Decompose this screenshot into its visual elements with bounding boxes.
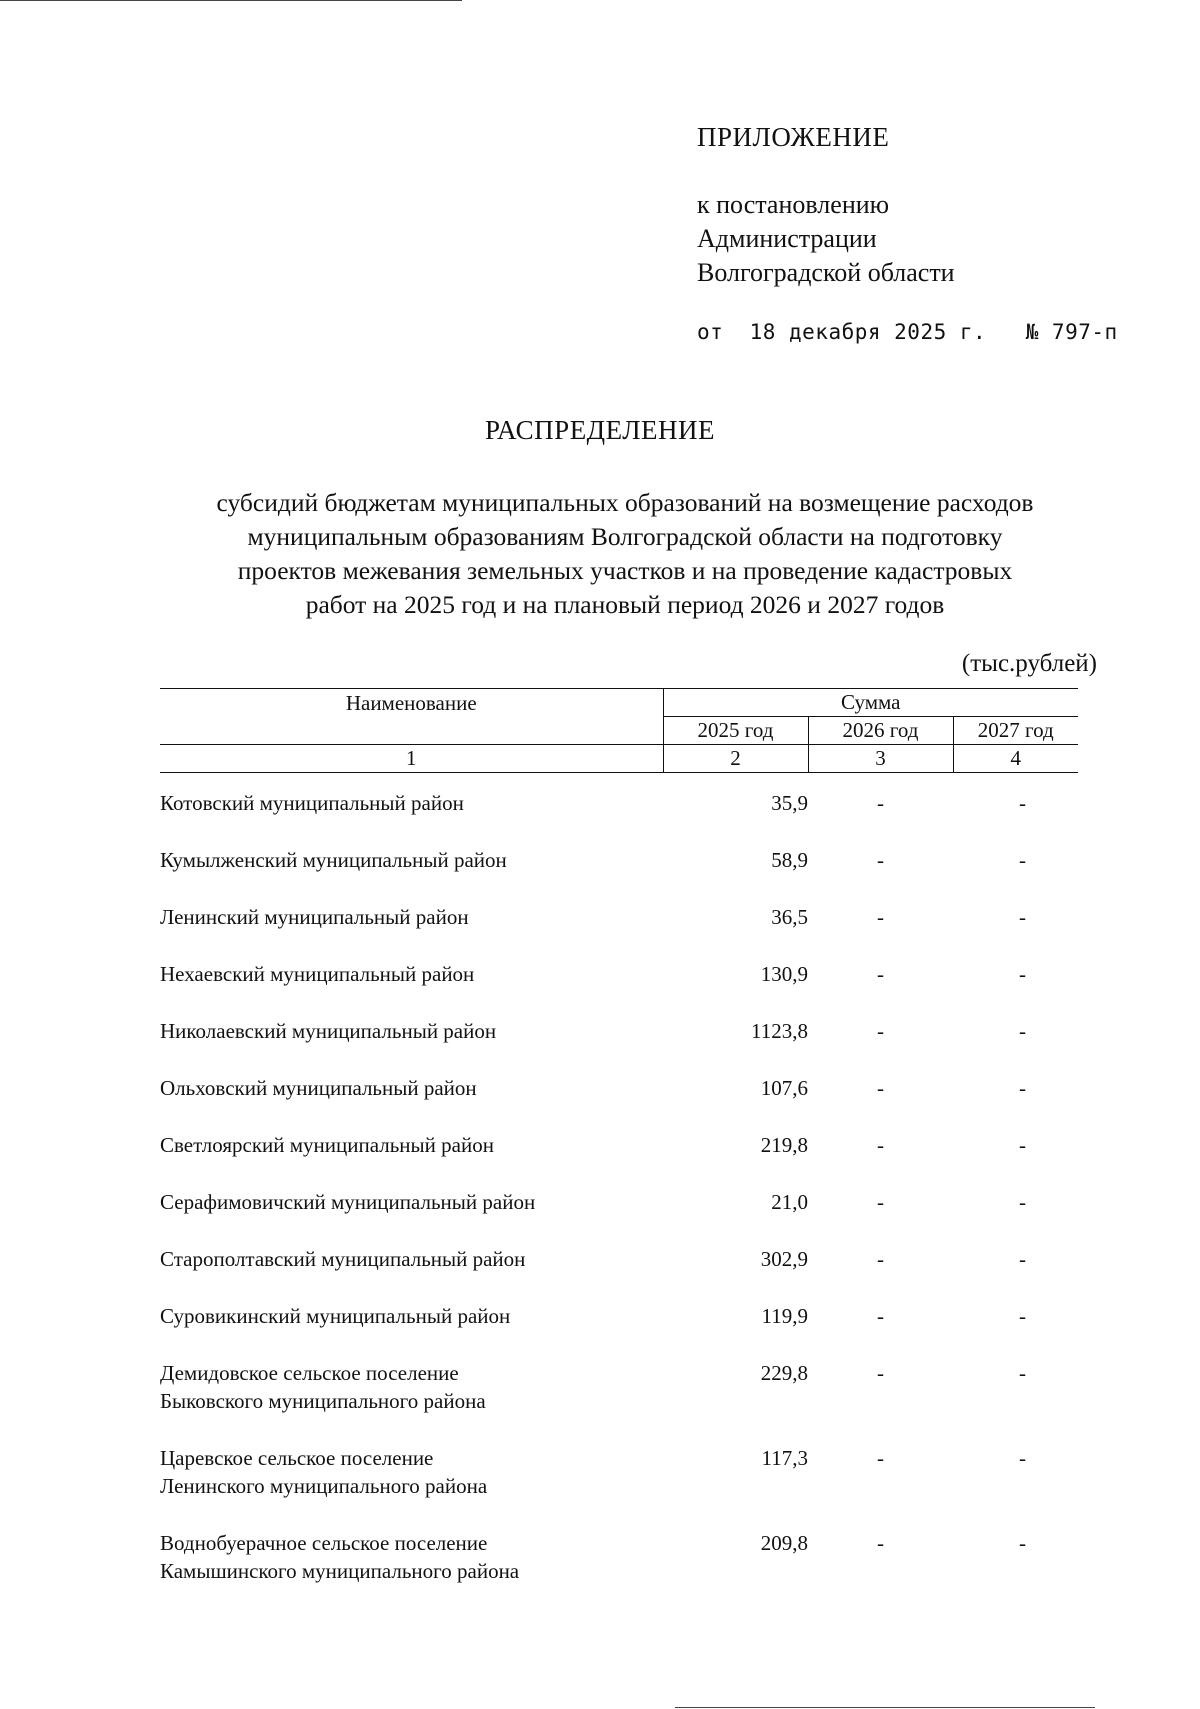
row-name [160, 1131, 663, 1188]
row-value-2025: 58,9 [771, 848, 808, 872]
scan-artifact-top [0, 0, 462, 1]
row-name-line: Нехаевский муниципальный район [160, 962, 475, 986]
header-year-2025: 2025 год [663, 717, 808, 745]
scan-artifact-bottom [675, 1707, 1095, 1708]
row-value-2027: - [1019, 905, 1026, 929]
decree-from-label: от [697, 320, 724, 344]
decree-number: 797-п [1051, 320, 1118, 344]
units-label: (тыс.рублей) [961, 650, 1097, 677]
row-value-2025: 21,0 [771, 1190, 808, 1214]
row-name-line: Царевское сельское поселение [160, 1446, 434, 1470]
row-name-line: Камышинского муниципального района [160, 1559, 520, 1583]
appendix-line-1: к постановлению [697, 190, 890, 219]
row-name [160, 1302, 663, 1359]
row-name-line: Ольховский муниципальный район [160, 1076, 477, 1100]
row-value-2025: 229,8 [760, 1361, 808, 1385]
row-name-line: Ленинский муниципальный район [160, 905, 469, 929]
row-name-line: Быковского муниципального района [160, 1389, 486, 1413]
row-name [160, 1444, 663, 1529]
table-row [160, 1245, 1078, 1302]
row-value-2026: - [877, 962, 884, 986]
row-name [160, 1074, 663, 1131]
table-row [160, 903, 1078, 960]
row-value-2027: - [1019, 1304, 1026, 1328]
row-name-line: Николаевский муниципальный район [160, 1019, 497, 1043]
row-value-2025: 209,8 [760, 1531, 808, 1555]
row-name-line: Воднобуерачное сельское поселение [160, 1531, 488, 1555]
row-name [160, 1529, 663, 1614]
row-value-2027: - [1019, 791, 1026, 815]
appendix-title: ПРИЛОЖЕНИЕ [697, 122, 890, 152]
row-value-2027: - [1019, 848, 1026, 872]
row-name-line: Кумылженский муниципальный район [160, 848, 507, 872]
row-value-2026: - [877, 1190, 884, 1214]
table-row [160, 1302, 1078, 1359]
table-row [160, 773, 1078, 847]
row-value-2026: - [877, 1361, 884, 1385]
row-value-2026: - [877, 1247, 884, 1271]
row-value-2025: 117,3 [761, 1446, 808, 1470]
row-value-2025: 302,9 [760, 1247, 808, 1271]
appendix-line-2: Администрации [697, 224, 877, 253]
row-value-2025: 35,9 [771, 791, 808, 815]
row-name [160, 773, 663, 847]
row-name [160, 1017, 663, 1074]
header-col-number-3: 3 [808, 745, 953, 773]
row-value-2026: - [877, 1133, 884, 1157]
table-row [160, 1188, 1078, 1245]
header-col-number-1: 1 [160, 745, 663, 773]
appendix-block [697, 120, 889, 154]
table-row [160, 1444, 1078, 1529]
table-row [160, 1359, 1078, 1444]
table-row [160, 960, 1078, 1017]
header-sum: Сумма [663, 689, 1078, 717]
row-value-2026: - [877, 848, 884, 872]
row-name [160, 960, 663, 1017]
appendix-reference [697, 188, 955, 290]
row-name-line: Старополтавский муниципальный район [160, 1247, 526, 1271]
row-value-2027: - [1019, 962, 1026, 986]
header-col-number-2: 2 [663, 745, 808, 773]
distribution-table [160, 688, 1078, 1614]
row-value-2026: - [877, 1531, 884, 1555]
row-name [160, 1245, 663, 1302]
document-heading: РАСПРЕДЕЛЕНИЕ [484, 415, 716, 445]
row-value-2026: - [877, 1446, 884, 1470]
row-value-2027: - [1019, 1076, 1026, 1100]
row-value-2027: - [1019, 1019, 1026, 1043]
row-value-2027: - [1019, 1190, 1026, 1214]
row-name-line: Демидовское сельское поселение [160, 1361, 459, 1385]
header-year-2026: 2026 год [808, 717, 953, 745]
row-value-2027: - [1019, 1133, 1026, 1157]
table-row [160, 1529, 1078, 1614]
row-name [160, 1359, 663, 1444]
row-name-line: Суровикинский муниципальный район [160, 1304, 511, 1328]
row-name [160, 903, 663, 960]
header-name: Наименование [160, 689, 663, 745]
decree-date: 18 декабря 2025 г. [749, 320, 987, 344]
header-col-number-4: 4 [953, 745, 1078, 773]
document-subtitle [150, 486, 1100, 622]
appendix-line-3: Волгоградской области [697, 258, 955, 287]
row-value-2025: 130,9 [760, 962, 808, 986]
table-row [160, 1017, 1078, 1074]
row-value-2025: 1123,8 [751, 1019, 808, 1043]
row-name [160, 846, 663, 903]
table-row [160, 1131, 1078, 1188]
row-value-2026: - [877, 905, 884, 929]
row-value-2027: - [1019, 1247, 1026, 1271]
row-name [160, 1188, 663, 1245]
row-value-2025: 107,6 [760, 1076, 808, 1100]
row-name-line: Котовский муниципальный район [160, 791, 464, 815]
row-name-line: Светлоярский муниципальный район [160, 1133, 494, 1157]
row-value-2026: - [877, 1304, 884, 1328]
row-value-2027: - [1019, 1361, 1026, 1385]
row-name-line: Серафимовичский муниципальный район [160, 1190, 536, 1214]
table-row [160, 1074, 1078, 1131]
row-value-2027: - [1019, 1446, 1026, 1470]
subtitle-line: муниципальным образованиям Волгоградской области на подготовку [247, 522, 1003, 551]
subtitle-line: работ на 2025 год и на плановый период 2026 и 2027 годов [305, 590, 945, 619]
decree-number-label: № [1025, 320, 1039, 344]
table-row [160, 846, 1078, 903]
row-value-2025: 219,8 [760, 1133, 808, 1157]
row-value-2026: - [877, 1019, 884, 1043]
row-value-2026: - [877, 791, 884, 815]
row-value-2027: - [1019, 1531, 1026, 1555]
row-value-2026: - [877, 1076, 884, 1100]
header-year-2027: 2027 год [953, 717, 1078, 745]
subtitle-line: проектов межевания земельных участков и на проведение кадастровых [237, 556, 1013, 585]
row-value-2025: 36,5 [771, 905, 808, 929]
decree-date-number [697, 320, 1118, 344]
row-name-line: Ленинского муниципального района [160, 1474, 488, 1498]
subtitle-line: субсидий бюджетам муниципальных образований на возмещение расходов [216, 488, 1034, 517]
row-value-2025: 119,9 [761, 1304, 808, 1328]
